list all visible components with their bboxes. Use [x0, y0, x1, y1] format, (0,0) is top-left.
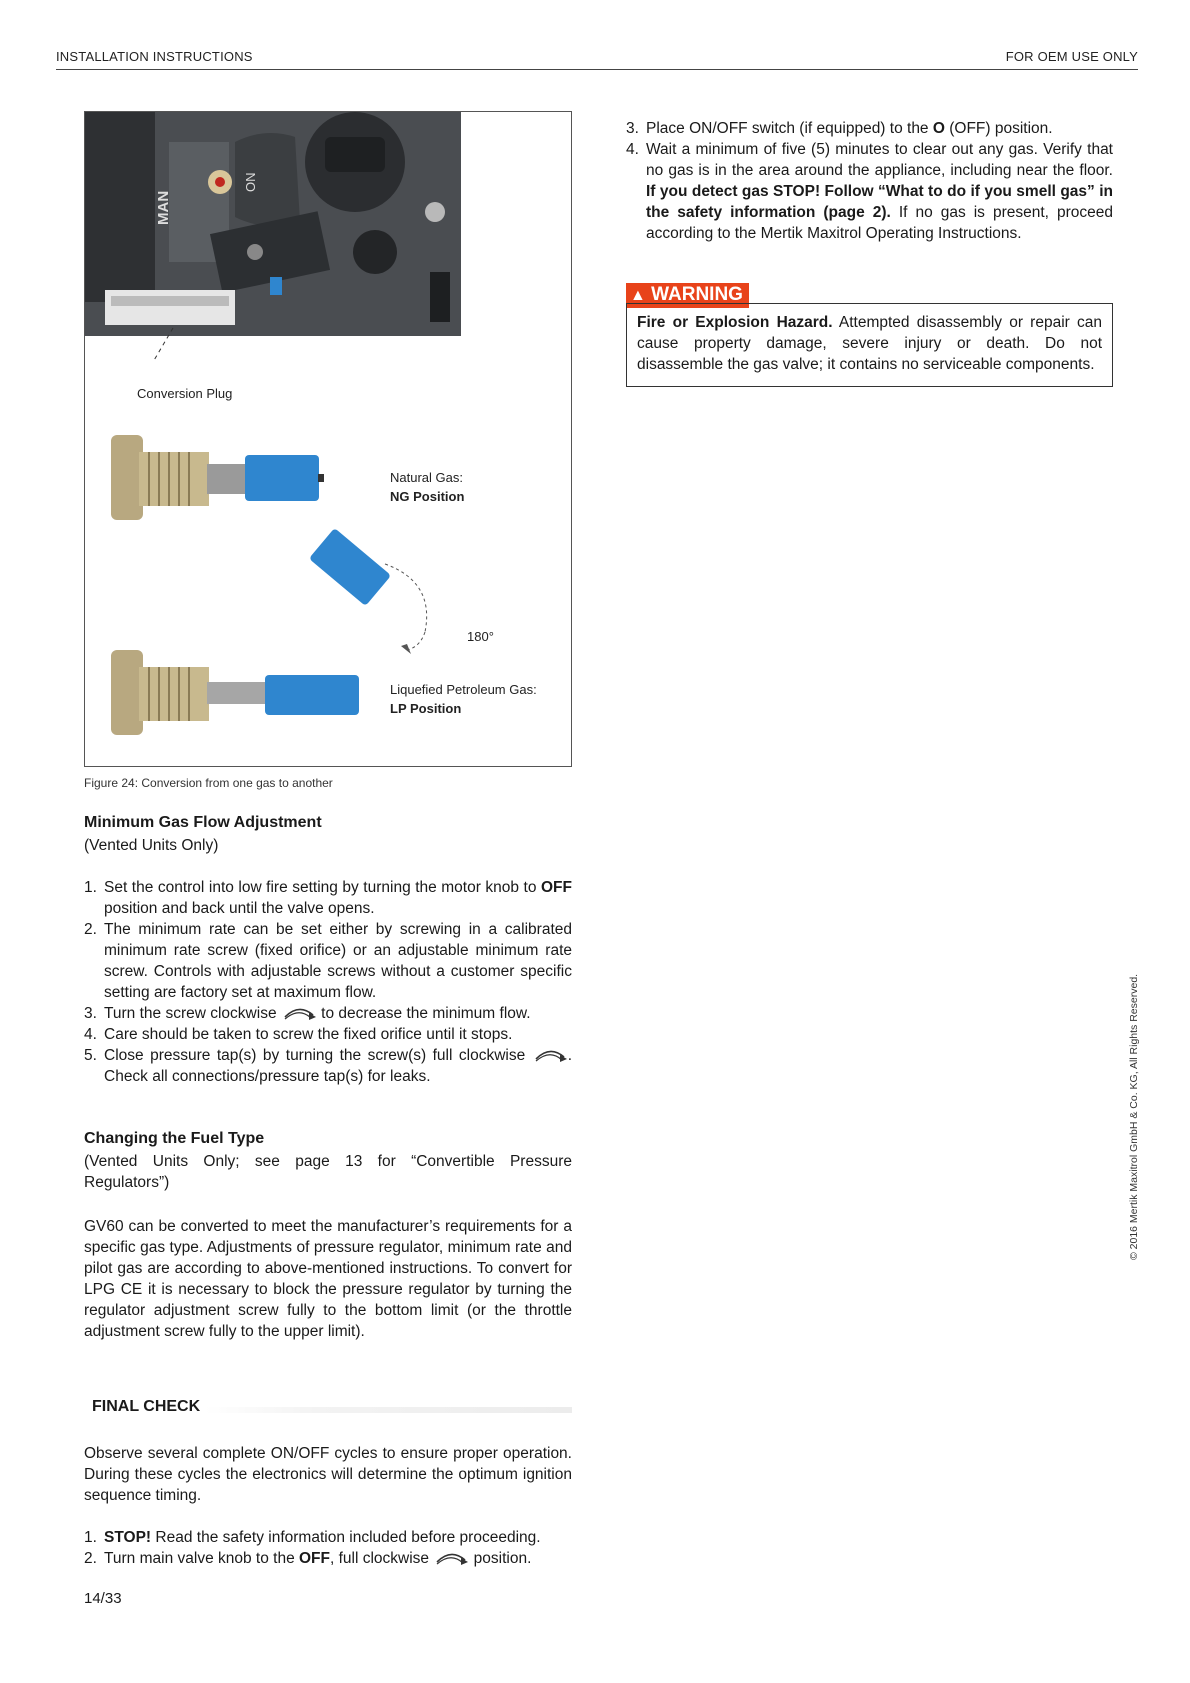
header-right: FOR OEM USE ONLY [1005, 49, 1138, 64]
final-check-step-2: 2. Turn main valve knob to the OFF, full clockwise position. [84, 1550, 532, 1567]
clockwise-icon [281, 1005, 317, 1021]
lp-line1: Liquefied Petroleum Gas: [390, 682, 537, 697]
warning-tag-label: WARNING [651, 284, 743, 305]
min-flow-heading: Minimum Gas Flow Adjustment [84, 814, 322, 831]
min-flow-steps [84, 877, 572, 1087]
figure-box [84, 111, 572, 767]
header-rule [56, 69, 1138, 70]
final-check-step-1: 1. STOP! Read the safety information included before proceeding. [84, 1529, 541, 1546]
fuel-type-subheading: (Vented Units Only; see page 13 for “Convertible Pressure Regulators”) [84, 1153, 572, 1191]
final-check-paragraph: Observe several complete ON/OFF cycles to ensure proper operation. During these cycles the electronics will determine the optimum ignition sequence timing. [84, 1445, 572, 1504]
header-left: INSTALLATION INSTRUCTIONS [56, 49, 253, 64]
lp-label [390, 680, 537, 718]
clockwise-icon [433, 1550, 469, 1566]
min-flow-step-5: 5. Close pressure tap(s) by turning the screw(s) full clockwise . Check all connections/pressure tap(s) for leaks. [84, 1047, 572, 1085]
copyright-vertical: © 2016 Mertik Maxitrol GmbH & Co. KG, All Rights Reserved. [1128, 973, 1140, 1260]
min-flow-step-2: 2. The minimum rate can be set either by screwing in a calibrated minimum rate screw (fixed orifice) or an adjustable minimum rate screw. Controls with adjustable screws without a customer specific setting are factory set at maximum flow. [84, 921, 572, 1001]
right-step-4: 4. Wait a minimum of five (5) minutes to clear out any gas. Verify that no gas is in the area around the appliance, including near the floor. If you detect gas STOP! Follow “What to do if you smell gas” in the safety information (page 2). If no gas is present, proceed according to the Mertik Maxitrol Operating Instructions. [626, 141, 1113, 242]
ng-label [390, 468, 464, 506]
right-step-3: 3. Place ON/OFF switch (if equipped) to the O (OFF) position. [626, 120, 1053, 137]
lp-line2: LP Position [390, 701, 462, 716]
fuel-type-paragraph: GV60 can be converted to meet the manufacturer’s requirements for a specific gas type. Adjustments of pressure regulator, minimum rate and pilot gas are according to above-mentioned instructions. To convert for LPG CE it is necessary to block the pressure regulator by turning the regulator adjustment screw fully to the bottom limit (or the throttle adjustment screw fully to the upper limit). [84, 1218, 572, 1340]
min-flow-step-4: 4. Care should be taken to screw the fixed orifice until it stops. [84, 1026, 513, 1043]
label-on: ON [243, 172, 258, 192]
final-check-heading: FINAL CHECK [92, 1398, 201, 1415]
clockwise-icon [532, 1047, 568, 1063]
warning-box [626, 303, 1113, 387]
warning-text: Fire or Explosion Hazard. Attempted disassembly or repair can cause property damage, severe injury or death. Do not disassemble the gas valve; it contains no serviceable components. [637, 314, 1102, 373]
ng-line1: Natural Gas: [390, 470, 463, 485]
figure-caption: Figure 24: Conversion from one gas to another [84, 776, 333, 790]
min-flow-subheading: (Vented Units Only) [84, 837, 219, 854]
angle-label: 180° [467, 629, 494, 644]
ng-line2: NG Position [390, 489, 465, 504]
final-check-divider [205, 1407, 572, 1413]
fuel-type-heading: Changing the Fuel Type [84, 1130, 265, 1147]
page-number: 14/33 [84, 1590, 122, 1607]
right-col-steps [626, 118, 1113, 244]
min-flow-step-3: 3. Turn the screw clockwise to decrease the minimum flow. [84, 1005, 531, 1022]
conversion-plug-label: Conversion Plug [137, 386, 233, 401]
label-man: MAN [155, 190, 172, 225]
min-flow-step-1: 1. Set the control into low fire setting by turning the motor knob to OFF position and back until the valve opens. [84, 879, 572, 917]
final-check-steps [84, 1527, 572, 1569]
warning-triangle-icon: ▲ [630, 287, 646, 304]
